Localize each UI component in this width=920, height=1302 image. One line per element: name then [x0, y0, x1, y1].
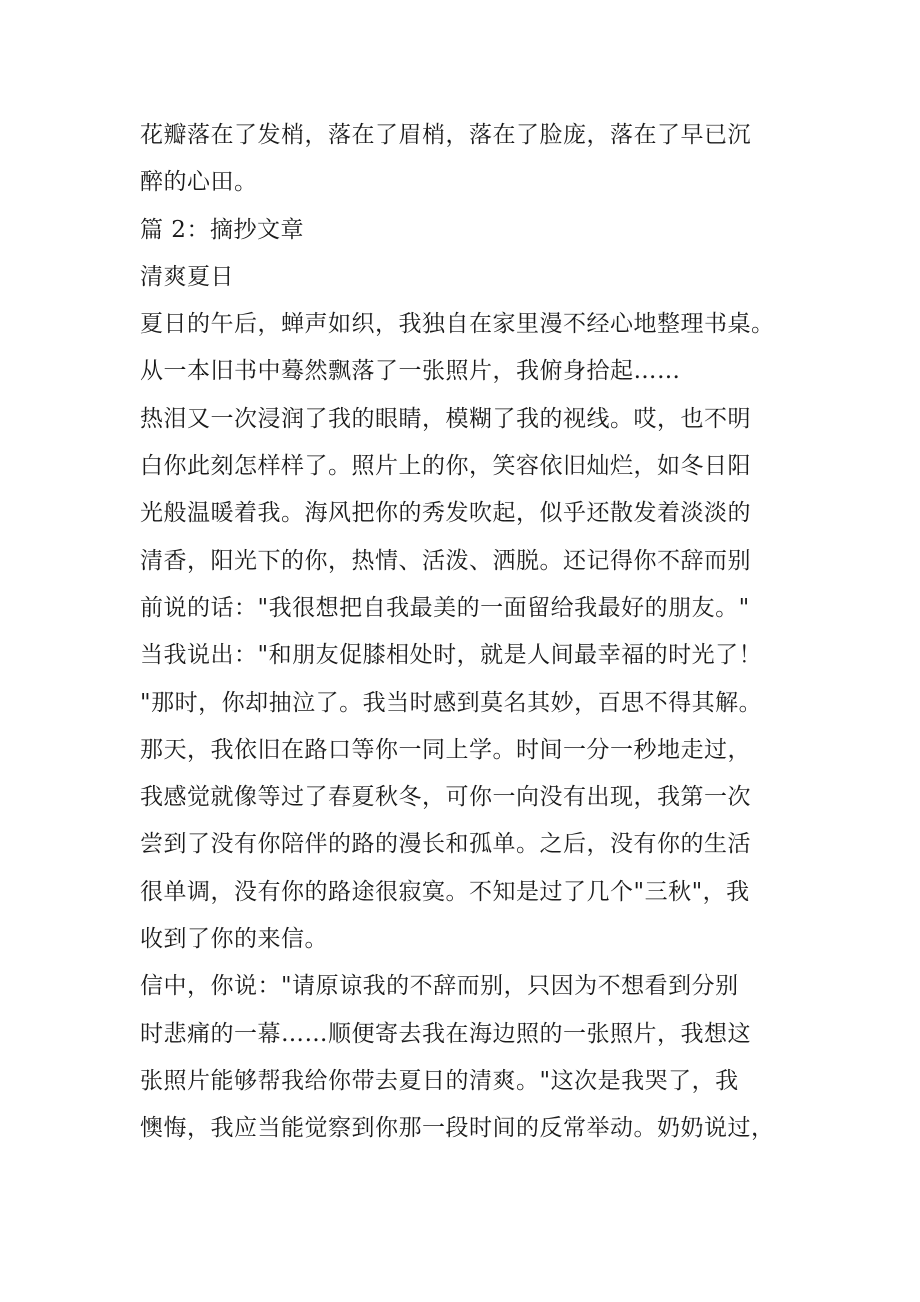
text-line: 从一本旧书中蓦然飘落了一张照片，我俯身拾起……: [140, 358, 681, 385]
text-line: 张照片能够帮我给你带去夏日的清爽。"这次是我哭了，我: [140, 1067, 739, 1094]
text-line: 很单调，没有你的路途很寂寞。不知是过了几个"三秋"，我: [140, 878, 750, 905]
text-line: 那天，我依旧在路口等你一同上学。时间一分一秒地走过，: [140, 736, 751, 763]
text-line: 信中，你说："请原谅我的不辞而别，只因为不想看到分别: [140, 973, 739, 1000]
text-line: 前说的话："我很想把自我最美的一面留给我最好的朋友。": [140, 594, 750, 621]
text-line: "那时，你却抽泣了。我当时感到莫名其妙，百思不得其解。: [140, 689, 763, 716]
text-line: 夏日的午后，蝉声如织，我独自在家里漫不经心地整理书桌。: [140, 311, 775, 338]
text-line: 尝到了没有你陪伴的路的漫长和孤单。之后，没有你的生活: [140, 831, 751, 858]
text-line: 当我说出："和朋友促膝相处时，就是人间最幸福的时光了！: [140, 642, 763, 669]
text-line: 光般温暖着我。海风把你的秀发吹起，似乎还散发着淡淡的: [140, 500, 751, 527]
section-heading: 篇 2：摘抄文章: [140, 216, 304, 243]
text-line: 收到了你的来信。: [140, 926, 328, 953]
text-line: 白你此刻怎样样了。照片上的你，笑容依旧灿烂，如冬日阳: [140, 453, 751, 480]
article-title: 清爽夏日: [140, 263, 234, 290]
text-line: 时悲痛的一幕……顺便寄去我在海边照的一张照片，我想这: [140, 1020, 751, 1047]
text-line: 清香，阳光下的你，热情、活泼、洒脱。还记得你不辞而别: [140, 547, 751, 574]
text-line: 懊悔，我应当能觉察到你那一段时间的反常举动。奶奶说过，: [140, 1115, 775, 1142]
text-line: 我感觉就像等过了春夏秋冬，可你一向没有出现，我第一次: [140, 784, 751, 811]
text-line: 醉的心田。: [140, 169, 258, 196]
text-line: 花瓣落在了发梢，落在了眉梢，落在了脸庞，落在了早已沉: [140, 122, 751, 148]
text-line: 热泪又一次浸润了我的眼睛，模糊了我的视线。哎，也不明: [140, 405, 751, 432]
document-body: [140, 112, 785, 1153]
